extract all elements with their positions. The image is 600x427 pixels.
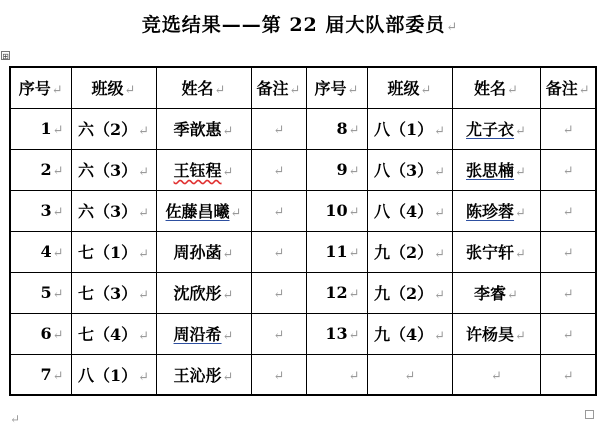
name-cell[interactable]: 张思楠↵ [452, 149, 540, 190]
table-row [10, 149, 596, 190]
header-cell: 班级↵ [71, 67, 156, 108]
header-row [10, 67, 596, 108]
note-cell[interactable]: ↵ [251, 354, 306, 395]
class-cell[interactable]: 七（3）↵ [71, 272, 156, 313]
index-cell[interactable]: 10↵ [306, 190, 367, 231]
class-cell[interactable]: 八（4）↵ [367, 190, 452, 231]
document-title [0, 10, 600, 37]
name-cell[interactable]: 周沿希↵ [156, 313, 251, 354]
header-cell: 姓名↵ [156, 67, 251, 108]
class-cell[interactable]: 六（2）↵ [71, 108, 156, 149]
paragraph-mark: ↵ [446, 20, 459, 35]
header-cell: 序号↵ [10, 67, 71, 108]
class-cell[interactable]: 六（3）↵ [71, 149, 156, 190]
class-cell[interactable]: 九（4）↵ [367, 313, 452, 354]
note-cell[interactable]: ↵ [540, 313, 596, 354]
note-cell[interactable]: ↵ [251, 231, 306, 272]
table-row [10, 354, 596, 395]
table-row [10, 231, 596, 272]
class-cell[interactable]: ↵ [367, 354, 452, 395]
header-cell: 班级↵ [367, 67, 452, 108]
index-cell[interactable]: 5↵ [10, 272, 71, 313]
note-cell[interactable]: ↵ [251, 108, 306, 149]
header-cell: 备注↵ [540, 67, 596, 108]
note-cell[interactable]: ↵ [251, 149, 306, 190]
index-cell[interactable]: 4↵ [10, 231, 71, 272]
name-cell[interactable]: 尤子衣↵ [452, 108, 540, 149]
results-table [9, 66, 597, 396]
index-cell[interactable]: 3↵ [10, 190, 71, 231]
index-cell[interactable]: 13↵ [306, 313, 367, 354]
name-cell[interactable]: 许杨昊↵ [452, 313, 540, 354]
index-cell[interactable]: ↵ [306, 354, 367, 395]
index-cell[interactable]: 1↵ [10, 108, 71, 149]
header-cell: 姓名↵ [452, 67, 540, 108]
note-cell[interactable]: ↵ [540, 149, 596, 190]
class-cell[interactable]: 八（1）↵ [367, 108, 452, 149]
note-cell[interactable]: ↵ [540, 231, 596, 272]
class-cell[interactable]: 九（2）↵ [367, 272, 452, 313]
note-cell[interactable]: ↵ [251, 313, 306, 354]
note-cell[interactable]: ↵ [251, 272, 306, 313]
note-cell[interactable]: ↵ [251, 190, 306, 231]
class-cell[interactable]: 八（3）↵ [367, 149, 452, 190]
name-cell[interactable]: 王钰程↵ [156, 149, 251, 190]
name-cell[interactable]: 季歆惠↵ [156, 108, 251, 149]
table-row [10, 272, 596, 313]
table-move-handle-icon[interactable]: ⊞ [2, 52, 9, 61]
index-cell[interactable]: 2↵ [10, 149, 71, 190]
name-cell[interactable]: 沈欣彤↵ [156, 272, 251, 313]
index-cell[interactable]: 8↵ [306, 108, 367, 149]
index-cell[interactable]: 12↵ [306, 272, 367, 313]
name-cell[interactable]: 佐藤昌曦↵ [156, 190, 251, 231]
name-cell[interactable]: 周孙菡↵ [156, 231, 251, 272]
class-cell[interactable]: 六（3）↵ [71, 190, 156, 231]
index-cell[interactable]: 11↵ [306, 231, 367, 272]
class-cell[interactable]: 八（1）↵ [71, 354, 156, 395]
name-cell[interactable]: ↵ [452, 354, 540, 395]
title-text: 竞选结果——第 22 届大队部委员 [141, 14, 446, 36]
class-cell[interactable]: 九（2）↵ [367, 231, 452, 272]
name-cell[interactable]: 王沁彤↵ [156, 354, 251, 395]
note-cell[interactable]: ↵ [540, 354, 596, 395]
table-row [10, 190, 596, 231]
class-cell[interactable]: 七（1）↵ [71, 231, 156, 272]
table-resize-handle-icon[interactable] [585, 410, 594, 419]
name-cell[interactable]: 陈珍蓉↵ [452, 190, 540, 231]
index-cell[interactable]: 6↵ [10, 313, 71, 354]
table-row [10, 313, 596, 354]
header-cell: 序号↵ [306, 67, 367, 108]
end-paragraph-mark: ↵ [10, 412, 21, 426]
name-cell[interactable]: 李睿↵ [452, 272, 540, 313]
note-cell[interactable]: ↵ [540, 108, 596, 149]
table-row [10, 108, 596, 149]
class-cell[interactable]: 七（4）↵ [71, 313, 156, 354]
note-cell[interactable]: ↵ [540, 190, 596, 231]
header-cell: 备注↵ [251, 67, 306, 108]
note-cell[interactable]: ↵ [540, 272, 596, 313]
index-cell[interactable]: 7↵ [10, 354, 71, 395]
index-cell[interactable]: 9↵ [306, 149, 367, 190]
name-cell[interactable]: 张宁轩↵ [452, 231, 540, 272]
